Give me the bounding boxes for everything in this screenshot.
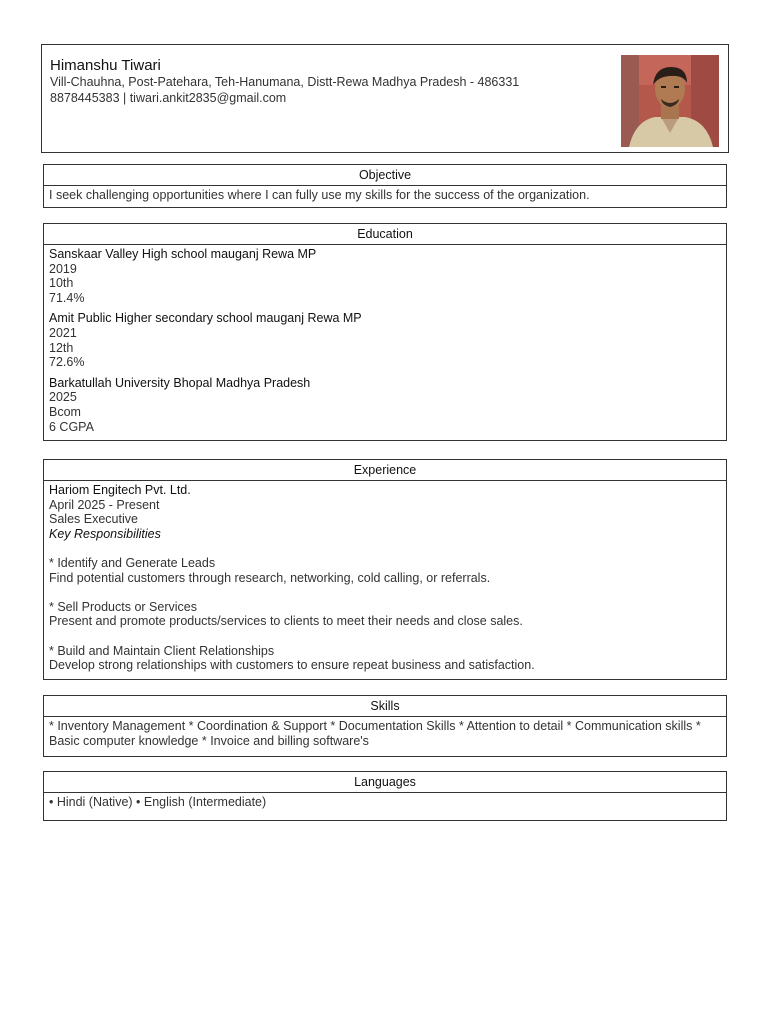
objective-body [44, 186, 726, 207]
responsibility-detail: Find potential customers through research, networking, cold calling, or referrals. [49, 570, 491, 585]
education-year: 2019 [49, 261, 77, 276]
objective-title: Objective [44, 165, 726, 186]
school-name: Amit Public Higher secondary school mauganj Rewa MP [49, 311, 362, 326]
experience-title: Experience [44, 460, 726, 481]
education-title: Education [44, 224, 726, 245]
education-score: 72.6% [49, 355, 85, 370]
education-score: 71.4% [49, 290, 85, 305]
experience-body [44, 481, 726, 679]
education-degree: 10th [49, 276, 74, 291]
phone-email: 8878445383 | tiwari.ankit2835@gmail.com [50, 91, 287, 105]
responsibility-heading: * Build and Maintain Client Relationships [49, 643, 275, 658]
languages-title: Languages [44, 772, 726, 793]
education-entry [49, 247, 721, 305]
experience-section [43, 459, 727, 680]
education-section [43, 223, 727, 441]
objective-section [43, 164, 727, 208]
education-entry [49, 376, 721, 434]
responsibility-heading: * Identify and Generate Leads [49, 555, 216, 570]
resume-header [41, 44, 729, 153]
key-responsibilities-label: Key Responsibilities [49, 526, 161, 541]
education-body [44, 245, 726, 440]
address: Vill-Chauhna, Post-Patehara, Teh-Hanumana, Distt-Rewa Madhya Pradesh - 486331 [50, 75, 520, 89]
profile-photo [621, 55, 719, 147]
responsibility-heading: * Sell Products or Services [49, 599, 197, 614]
skills-section [43, 695, 727, 757]
education-year: 2021 [49, 325, 77, 340]
spacer [49, 585, 721, 600]
education-degree: Bcom [49, 404, 81, 419]
education-score: 6 CGPA [49, 419, 94, 434]
education-degree: 12th [49, 340, 74, 355]
job-role: Sales Executive [49, 512, 138, 527]
objective-text: I seek challenging opportunities where I can fully use my skills for the success of the organization. [49, 188, 590, 202]
responsibility-detail: Develop strong relationships with customers to ensure repeat business and satisfaction. [49, 658, 535, 673]
languages-body [44, 793, 726, 820]
company-name: Hariom Engitech Pvt. Ltd. [49, 483, 191, 497]
profile-photo-image [621, 55, 719, 147]
education-year: 2025 [49, 390, 77, 405]
education-entry [49, 311, 721, 369]
school-name: Sanskaar Valley High school mauganj Rewa MP [49, 247, 317, 261]
candidate-name: Himanshu Tiwari [50, 57, 161, 74]
skills-text: * Inventory Management * Coordination & Support * Documentation Skills * Attention to detail * Communication skills * Basic computer knowledge * Invoice and billing software's [49, 719, 701, 748]
skills-body [44, 717, 726, 756]
spacer [49, 541, 721, 556]
languages-section [43, 771, 727, 821]
responsibility-detail: Present and promote products/services to clients to meet their needs and close sales. [49, 614, 523, 629]
school-name: Barkatullah University Bhopal Madhya Pradesh [49, 375, 311, 390]
job-period: April 2025 - Present [49, 497, 160, 512]
languages-text: • Hindi (Native) • English (Intermediate) [49, 795, 267, 809]
spacer [49, 629, 721, 644]
skills-title: Skills [44, 696, 726, 717]
